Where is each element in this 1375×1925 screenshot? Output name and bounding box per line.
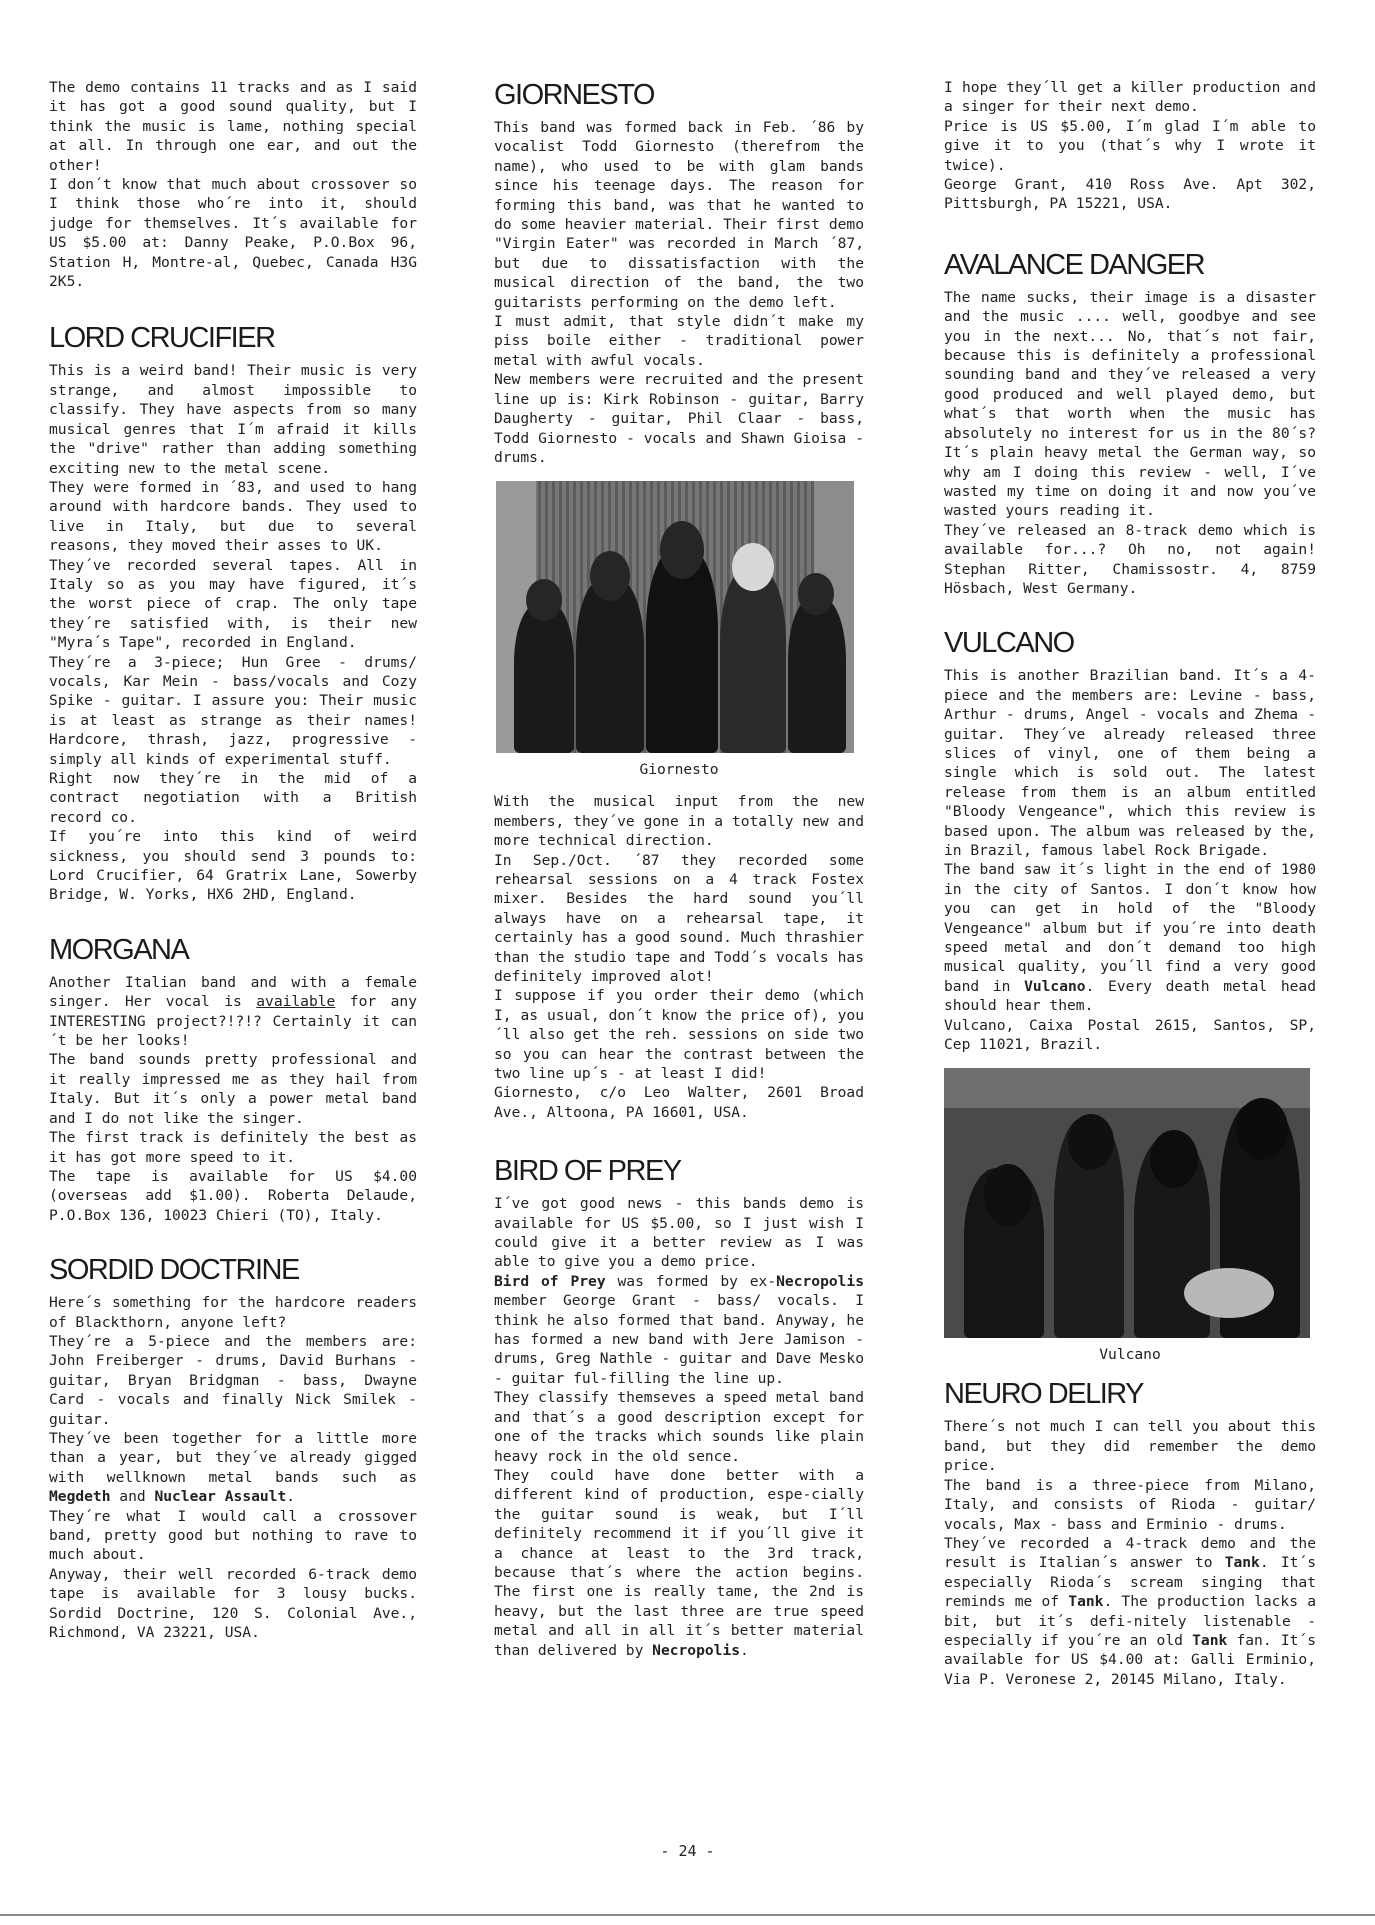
review-title: AVALANCE DANGER <box>944 248 1205 281</box>
review-title: LORD CRUCIFIER <box>49 322 275 355</box>
paragraph: I suppose if you order their demo (which I, as usual, don´t know the price of), you´ll also get the reh. sessions on side two so you can hear the contrast between the two line up´s - at least I did! <box>494 987 864 1082</box>
paragraph: There´s not much I can tell you about this band, but they did remember the demo price. <box>944 1418 1316 1475</box>
review-title: MORGANA <box>49 933 189 966</box>
band-photo-giornesto <box>496 481 854 753</box>
bird-of-prey-continuation <box>944 78 1316 214</box>
paragraph: They´ve recorded several tapes. All in Italy so as you may have figured, it´s the worst piece of crap. The only tape they´re satisfied with, is their new "Myra´s Tape", recorded in England. <box>49 556 417 652</box>
paragraph: Another Italian band and with a female singer. Her vocal is available for any INTERESTING project?!?!? Certainly it can´t be her looks! <box>49 973 417 1050</box>
paragraph: The tape is available for US $4.00 (overseas add $1.00). Roberta Delaude, P.O.Box 136, 10023 Chieri (TO), Italy. <box>49 1167 417 1224</box>
photo-caption: Vulcano <box>1099 1346 1161 1364</box>
paragraph: Bird of Prey was formed by ex-Necropolis member George Grant - bass/ vocals. I think he also formed that band. Anyway, he has formed a new band with Jere Jamison - drums, Greg Nathle - guitar and Dave Mesko - guitar ful-filling the line up. <box>494 1272 865 1387</box>
review-title: GIORNESTO <box>494 79 654 111</box>
review-morgana <box>49 933 417 1225</box>
paragraph: With the musical input from the new members, they´ve gone in a totally new and more technical direction. <box>494 793 864 850</box>
paragraph: The band sounds pretty professional and it really impressed me as they hail from Italy. But it´s only a power metal band and I do not like the singer. <box>49 1051 417 1127</box>
paragraph: George Grant, 410 Ross Ave. Apt 302, Pittsburgh, PA 15221, USA. <box>944 176 1316 213</box>
paragraph: They´ve released an 8-track demo which is available for...? Oh no, not again! Stephan Ritter, Chamissostr. 4, 8759 Hösbach, West Germany. <box>944 521 1316 597</box>
paragraph: In Sep./Oct. ´87 they recorded some rehearsal sessions on a 4 track Fostex mixer. Besides the hard sound you´ll always have on a rehearsal tape, it certainly has a good sound. Much thrashier than the studio tape and Todd´s vocals has definitely improved alot! <box>494 851 864 985</box>
review-bird-of-prey <box>494 1154 864 1660</box>
paragraph: They´re a 5-piece and the members are: John Freiberger - drums, David Burhans - guitar, Bryan Bridgman - bass, Dwayne Card - vocals and finally Nick Smilek - guitar. <box>49 1332 417 1428</box>
paragraph: Price is US $5.00, I´m glad I´m able to give it to you (that´s why I wrote it twice). <box>944 117 1316 174</box>
paragraph: They´re a 3-piece; Hun Gree - drums/ vocals, Kar Mein - bass/vocals and Cozy Spike - guitar. I assure you: Their music is at least as strange as their names! Hardcore, thrash, jazz, progressive - simply all kinds of experimental stuff. <box>49 653 417 768</box>
paragraph: They could have done better with a different kind of production, espe-cially the guitar sound is weak, but I´ll definitely recommend it if you´ll give it a chance at least to the 3rd track, because that´s where the action begins. The first one is really tame, the 2nd is heavy, but the last three are true speed metal and all in all it´s better material than delivered by Necropolis. <box>494 1466 864 1659</box>
paragraph: This is another Brazilian band. It´s a 4-piece and the members are: Levine - bass, Arthur - drums, Angel - vocals and Zhema - guitar. They´ve already released three slices of vinyl, one of them being a single which is sold out. The latest release from them is an album entitled "Bloody Vengeance", which this review is based upon. The album was released by the, in Brazil, famous label Rock Brigade. <box>944 667 1316 859</box>
paragraph: The demo contains 11 tracks and as I said it has got a good sound quality, but I think the music is lame, nothing special at all. In through one ear, and out the other! <box>49 79 417 174</box>
paragraph: I must admit, that style didn´t make my piss boile either - traditional power metal with awful vocals. <box>494 313 864 369</box>
photo-caption: Giornesto <box>639 761 719 779</box>
paragraph: They were formed in ´83, and used to hang around with hardcore bands. They used to live in Italy, but due to several reasons, they moved their asses to UK. <box>49 478 417 555</box>
paragraph: If you´re into this kind of weird sickness, you should send 3 pounds to: Lord Crucifier, 64 Gratrix Lane, Sowerby Bridge, W. Yorks, HX6 2HD, England. <box>49 828 417 904</box>
review-giornesto <box>494 78 864 1122</box>
paragraph: I´ve got good news - this bands demo is available for US $5.00, so I just wish I could give it a better review as I was able to give you a demo price. <box>494 1195 864 1271</box>
intro-review-continuation <box>49 78 417 291</box>
paragraph: I don´t know that much about crossover so I think those who´re into it, should judge for themselves. It´s available for US $5.00 at: Danny Peake, P.O.Box 96, Station H, Montre-al, Quebec, Canada H3G 2K5. <box>49 176 417 291</box>
review-sordid-doctrine <box>49 1253 417 1642</box>
paragraph: Right now they´re in the mid of a contract negotiation with a British record co. <box>49 770 417 826</box>
review-lord-crucifier <box>49 321 417 904</box>
paragraph: They´ve been together for a little more than a year, but they´ve already gigged with wellknown metal bands such as Megdeth and Nuclear Assault. <box>49 1429 417 1506</box>
paragraph: The band saw it´s light in the end of 1980 in the city of Santos. I don´t know how you can get in hold of the "Bloody Vengeance" album but if you´re into death speed metal and don´t demand too high musical quality, you´ll find a very good band in Vulcano. Every death metal head should hear them. <box>944 861 1316 1015</box>
review-title: NEURO DELIRY <box>944 1378 1144 1411</box>
paragraph: Vulcano, Caixa Postal 2615, Santos, SP, Cep 11021, Brazil. <box>944 1016 1316 1054</box>
column-left <box>49 78 417 1670</box>
paragraph: They classify themseves a speed metal band and that´s a good description except for one of the tracks which sounds like plain heavy rock in the old sence. <box>494 1389 864 1465</box>
review-title: SORDID DOCTRINE <box>49 1254 299 1287</box>
column-middle <box>494 78 864 1688</box>
review-title: BIRD OF PREY <box>494 1155 681 1188</box>
review-title: VULCANO <box>944 627 1074 660</box>
paragraph: The band is a three-piece from Milano, Italy, and consists of Rioda - guitar/ vocals, Max - bass and Erminio - drums. <box>944 1476 1316 1533</box>
paragraph: I hope they´ll get a killer production and a singer for their next demo. <box>944 79 1316 116</box>
page-number: - 24 - <box>660 1842 715 1860</box>
paragraph: The name sucks, their image is a disaster and the music .... well, goodbye and see you in the next... No, that´s not fair, because this is definitely a professional sounding band and they´ve released a very good produced and well played demo, but what´s that worth when the music has absolutely no interest for us in the 80´s? It´s plain heavy metal the German way, so why am I doing this review - well, I´ve wasted my time on doing it and now you´ve wasted yours reading it. <box>944 288 1316 520</box>
column-right <box>944 78 1316 1717</box>
paragraph: They´ve recorded a 4-track demo and the result is Italian´s answer to Tank. It´s especially Rioda´s scream singing that reminds me of Tank. The production lacks a bit, but it´s defi-nitely listenable - especially if you´re an old Tank fan. It´s available for US $4.00 at: Galli Erminio, Via P. Veronese 2, 20145 Milano, Italy. <box>944 1534 1316 1688</box>
page-bottom-rule <box>0 1914 1375 1916</box>
band-photo-vulcano <box>944 1068 1310 1338</box>
paragraph: Giornesto, c/o Leo Walter, 2601 Broad Ave., Altoona, PA 16601, USA. <box>494 1084 864 1121</box>
paragraph: This is a weird band! Their music is very strange, and almost impossible to classify. They have aspects from so many musical genres that I´m afraid it kills the "drive" rather than adding something exciting new to the metal scene. <box>49 362 417 477</box>
review-avalance-danger <box>944 248 1316 599</box>
paragraph: Anyway, their well recorded 6-track demo tape is available for 3 lousy bucks. Sordid Doctrine, 120 S. Colonial Ave., Richmond, VA 23221, USA. <box>49 1565 417 1642</box>
review-neuro-deliry <box>944 1377 1316 1689</box>
review-vulcano <box>944 626 1316 1363</box>
paragraph: Here´s something for the hardcore readers of Blackthorn, anyone left? <box>49 1294 417 1331</box>
paragraph: New members were recruited and the present line up is: Kirk Robinson - guitar, Barry Daugherty - guitar, Phil Claar - bass, Todd Giornesto - vocals and Shawn Gioisa - drums. <box>494 371 864 466</box>
paragraph: They´re what I would call a crossover band, pretty good but nothing to rave to much about. <box>49 1507 417 1564</box>
paragraph: This band was formed back in Feb. ´86 by vocalist Todd Giornesto (therefrom the name), who used to be with glam bands since his teenage days. The reason for forming this band, was that he wanted to do some heavier material. Their first demo "Virgin Eater" was recorded in March ´87, but due to dissatisfaction with the musical direction of the band, the two guitarists performing on the demo left. <box>494 119 864 311</box>
paragraph: The first track is definitely the best as it has got more speed to it. <box>49 1129 417 1166</box>
